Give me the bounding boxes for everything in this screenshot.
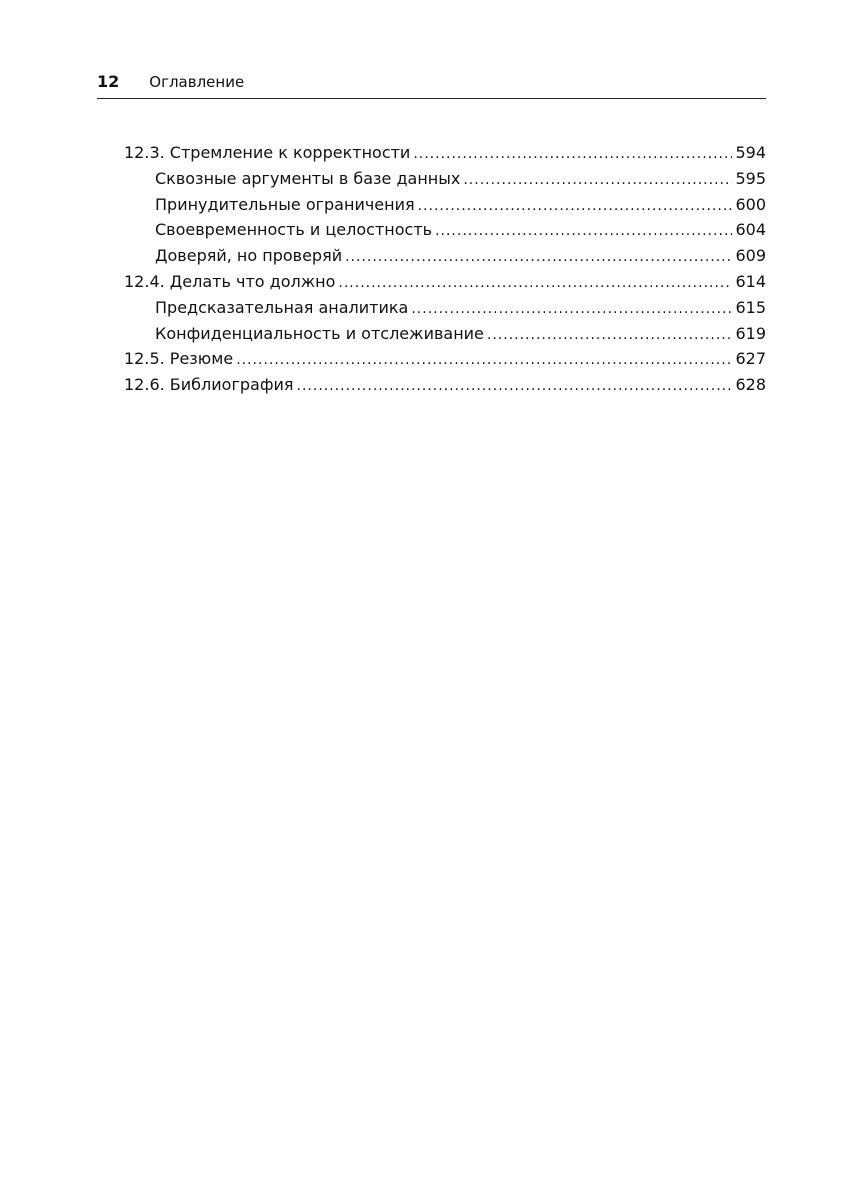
dot-leader [345,245,732,271]
toc-entry-page: 619 [735,323,766,343]
toc-entry-page: 615 [735,297,766,317]
toc-entry-title: 12.3. Стремление к корректности [124,143,411,162]
toc-entry [124,295,766,321]
toc-entry [124,140,766,166]
toc-entry-page: 604 [735,220,766,240]
toc-entry [124,321,766,347]
running-title: Оглавление [149,73,245,91]
toc-entry-title: Сквозные аргументы в базе данных [155,168,461,188]
toc-entry-page: 628 [735,375,766,395]
page-number: 12 [97,72,120,91]
dot-leader [297,374,733,400]
toc-entry-title: Предсказательная аналитика [155,297,409,317]
toc-entry-page: 600 [735,194,766,214]
toc-entry [124,217,766,243]
toc-entry [124,372,766,398]
toc-entry [124,243,766,269]
toc-entry [124,346,766,372]
dot-leader [435,219,732,245]
toc-entry-page: 627 [735,349,766,369]
dot-leader [487,323,733,349]
toc-entry-title: Доверяй, но проверяй [155,246,343,266]
dot-leader [418,194,733,220]
toc-entry-title: 12.4. Делать что должно [124,271,336,291]
toc-entry [124,192,766,218]
toc-entry-title: Своевременность и целостность [155,220,433,240]
toc-entry-page: 595 [735,168,766,188]
header-rule [97,98,766,99]
dot-leader [411,297,732,323]
dot-leader [463,168,732,194]
toc-entry-title: 12.5. Резюме [124,349,234,369]
page-header [97,72,766,96]
toc-entry [124,269,766,295]
dot-leader [236,348,732,374]
toc-entry-title: Принудительные ограничения [155,194,415,214]
toc-entry-page: 594 [735,143,766,162]
dot-leader [338,271,732,297]
toc-entry-page: 614 [735,271,766,291]
toc-entry-title: 12.6. Библиография [124,375,294,395]
toc-entry-title: Конфиденциальность и отслеживание [155,323,484,343]
table-of-contents [124,140,766,398]
toc-entry [124,166,766,192]
dot-leader [413,142,732,168]
toc-entry-page: 609 [735,246,766,266]
